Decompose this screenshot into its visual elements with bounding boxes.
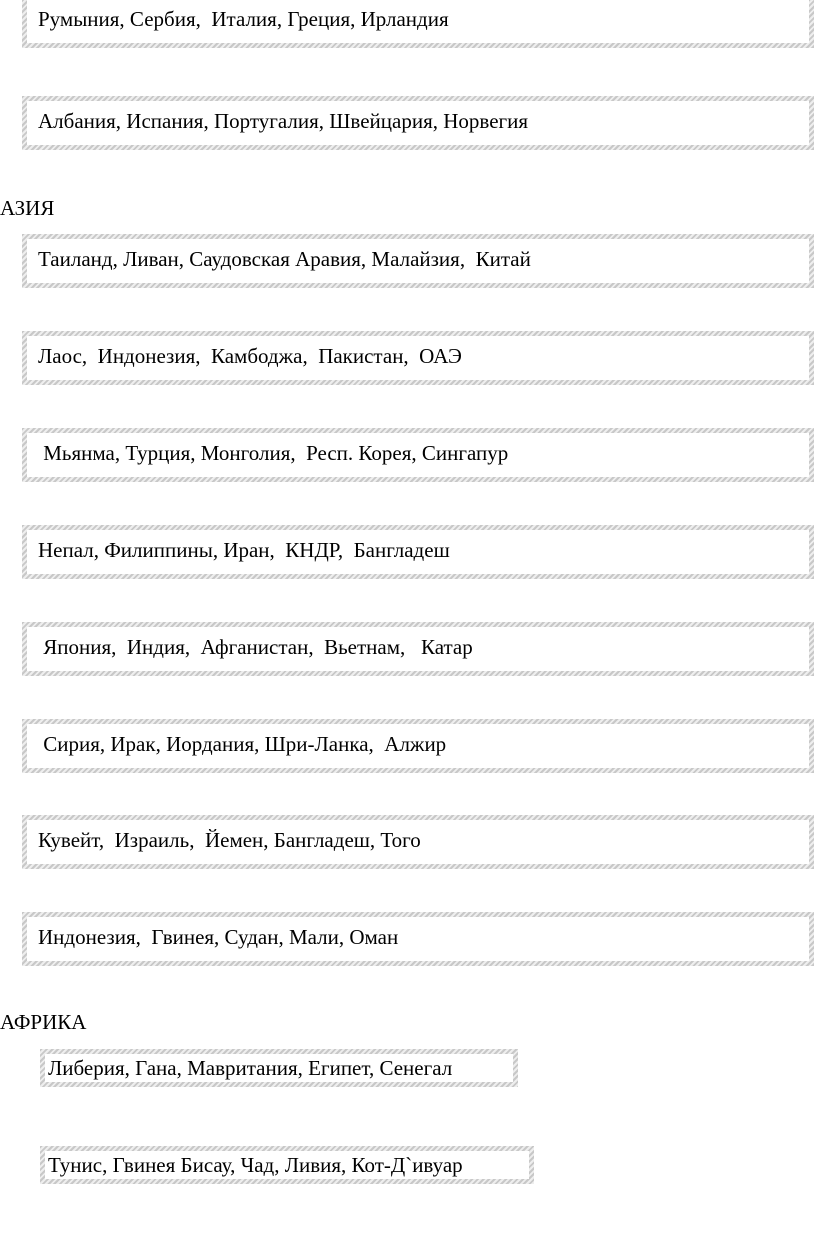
country-list-text: Албания, Испания, Португалия, Швейцария, Норвегия [38, 109, 529, 133]
country-list-text: Япония, Индия, Афганистан, Вьетнам, Катар [38, 635, 473, 659]
section-heading-asia: АЗИЯ [0, 196, 55, 220]
country-list-text: Румыния, Сербия, Италия, Греция, Ирландия [38, 7, 449, 31]
country-list-box [22, 719, 814, 773]
country-list-text: Непал, Филиппины, Иран, КНДР, Бангладеш [38, 538, 450, 562]
country-list-text: Сирия, Ирак, Иордания, Шри-Ланка, Алжир [38, 732, 447, 756]
country-list-box [22, 525, 814, 579]
country-list-box [22, 815, 814, 869]
country-list-box [40, 1146, 534, 1184]
country-list-text: Лаос, Индонезия, Камбоджа, Пакистан, ОАЭ [38, 344, 462, 368]
country-list-text: Тунис, Гвинея Бисау, Чад, Ливия, Кот-Д`ивуар [48, 1153, 463, 1177]
country-list-box [22, 331, 814, 385]
country-list-text: Кувейт, Израиль, Йемен, Бангладеш, Того [38, 828, 421, 852]
country-list-box [22, 234, 814, 288]
country-list-box [40, 1049, 518, 1087]
country-list-text: Мьянма, Турция, Монголия, Респ. Корея, Сингапур [38, 441, 509, 465]
country-list-box [22, 428, 814, 482]
country-list-box [22, 0, 814, 48]
country-list-text: Индонезия, Гвинея, Судан, Мали, Оман [38, 925, 399, 949]
country-list-text: Таиланд, Ливан, Саудовская Аравия, Малайзия, Китай [38, 247, 531, 271]
country-list-text: Либерия, Гана, Мавритания, Египет, Сенегал [48, 1056, 453, 1080]
country-list-box [22, 622, 814, 676]
country-list-box [22, 96, 814, 150]
country-list-box [22, 912, 814, 966]
section-heading-africa: АФРИКА [0, 1010, 87, 1034]
